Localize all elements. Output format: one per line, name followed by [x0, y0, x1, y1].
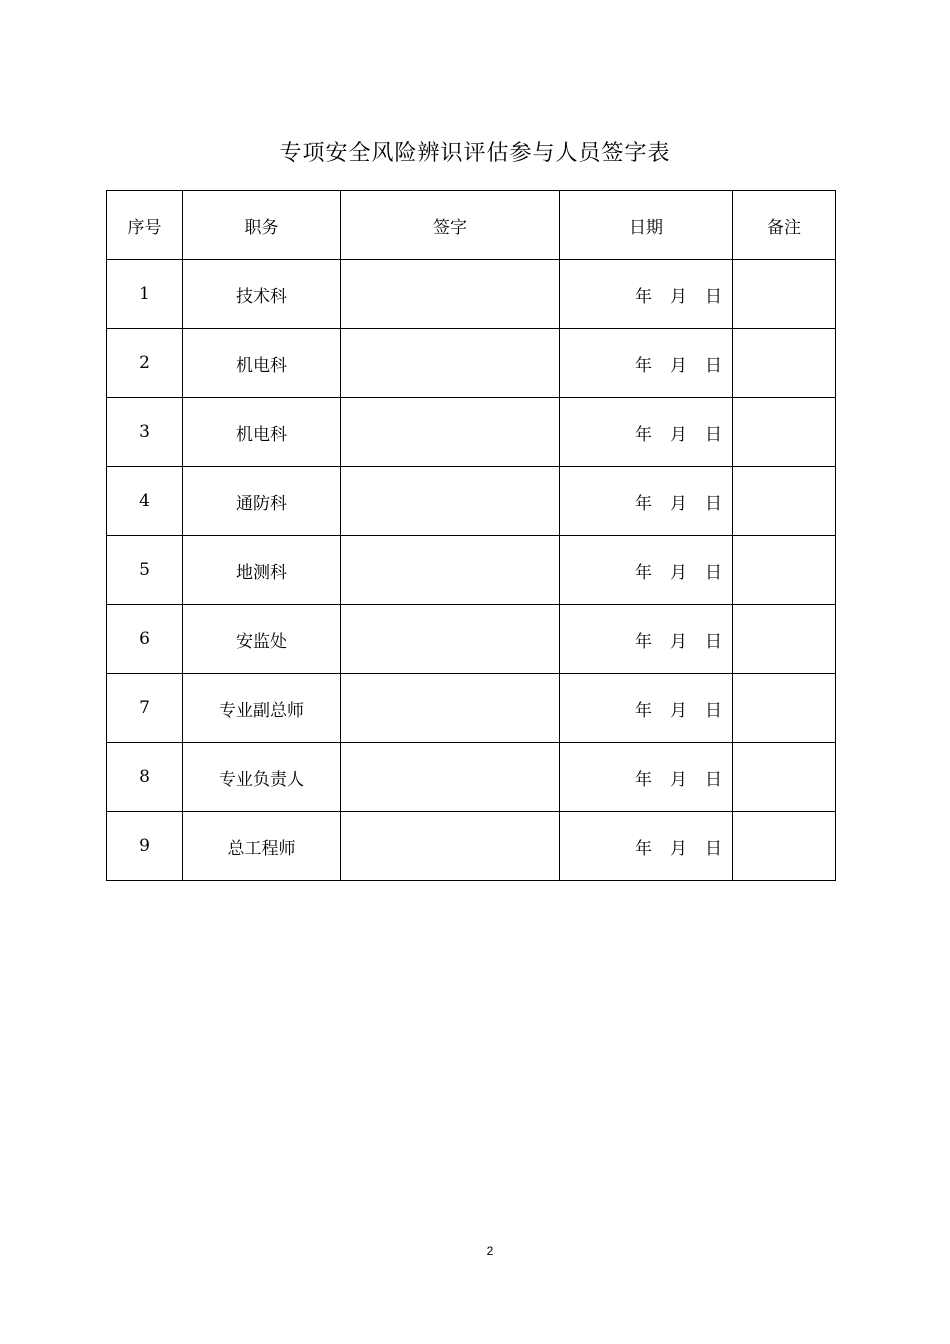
date-month: 月: [670, 769, 687, 790]
table-row: [107, 467, 836, 536]
table-row: [107, 536, 836, 605]
table-row: [107, 812, 836, 881]
row-index: 4: [107, 467, 183, 536]
date-day: 日: [705, 424, 722, 445]
date-day: 日: [705, 631, 722, 652]
row-role: 地测科: [183, 536, 341, 605]
table-row: [107, 329, 836, 398]
table-row: [107, 398, 836, 467]
date-day: 日: [705, 286, 722, 307]
date-year: 年: [635, 355, 652, 376]
table-row: [107, 605, 836, 674]
row-role: 总工程师: [183, 812, 341, 881]
date-month: 月: [670, 493, 687, 514]
header-date: 日期: [560, 191, 733, 260]
header-role: 职务: [183, 191, 341, 260]
date-month: 月: [670, 286, 687, 307]
date-cell[interactable]: [560, 605, 733, 674]
header-signature: 签字: [341, 191, 560, 260]
date-day: 日: [705, 493, 722, 514]
signature-cell[interactable]: [341, 674, 560, 743]
signature-cell[interactable]: [341, 536, 560, 605]
date-month: 月: [670, 355, 687, 376]
remark-cell[interactable]: [733, 605, 836, 674]
row-role: 安监处: [183, 605, 341, 674]
remark-cell[interactable]: [733, 743, 836, 812]
table-row: [107, 674, 836, 743]
date-cell[interactable]: [560, 743, 733, 812]
row-index: 8: [107, 743, 183, 812]
row-index: 6: [107, 605, 183, 674]
row-role: 专业副总师: [183, 674, 341, 743]
date-day: 日: [705, 838, 722, 859]
header-remark: 备注: [733, 191, 836, 260]
date-month: 月: [670, 838, 687, 859]
row-index: 5: [107, 536, 183, 605]
row-role: 专业负责人: [183, 743, 341, 812]
date-year: 年: [635, 838, 652, 859]
document-title: 专项安全风险辨识评估参与人员签字表: [279, 141, 671, 166]
table-header-row: [107, 191, 836, 260]
date-day: 日: [705, 769, 722, 790]
remark-cell[interactable]: [733, 260, 836, 329]
remark-cell[interactable]: [733, 812, 836, 881]
signature-cell[interactable]: [341, 398, 560, 467]
signature-cell[interactable]: [341, 329, 560, 398]
row-role: 机电科: [183, 329, 341, 398]
signature-table: [106, 190, 836, 881]
row-index: 1: [107, 260, 183, 329]
row-index: 9: [107, 812, 183, 881]
row-index: 7: [107, 674, 183, 743]
date-day: 日: [705, 562, 722, 583]
date-cell[interactable]: [560, 467, 733, 536]
date-year: 年: [635, 631, 652, 652]
row-index: 3: [107, 398, 183, 467]
date-month: 月: [670, 700, 687, 721]
table-row: [107, 260, 836, 329]
date-month: 月: [670, 424, 687, 445]
signature-cell[interactable]: [341, 743, 560, 812]
date-cell[interactable]: [560, 536, 733, 605]
remark-cell[interactable]: [733, 536, 836, 605]
remark-cell[interactable]: [733, 398, 836, 467]
table-row: [107, 743, 836, 812]
date-cell[interactable]: [560, 398, 733, 467]
signature-cell[interactable]: [341, 260, 560, 329]
date-day: 日: [705, 700, 722, 721]
date-cell[interactable]: [560, 260, 733, 329]
remark-cell[interactable]: [733, 467, 836, 536]
row-role: 通防科: [183, 467, 341, 536]
row-role: 技术科: [183, 260, 341, 329]
remark-cell[interactable]: [733, 329, 836, 398]
date-year: 年: [635, 493, 652, 514]
remark-cell[interactable]: [733, 674, 836, 743]
page-number: 2: [486, 1244, 494, 1258]
row-index: 2: [107, 329, 183, 398]
date-month: 月: [670, 631, 687, 652]
date-cell[interactable]: [560, 812, 733, 881]
signature-cell[interactable]: [341, 467, 560, 536]
date-cell[interactable]: [560, 674, 733, 743]
date-year: 年: [635, 769, 652, 790]
date-year: 年: [635, 286, 652, 307]
signature-cell[interactable]: [341, 812, 560, 881]
date-month: 月: [670, 562, 687, 583]
date-year: 年: [635, 562, 652, 583]
date-cell[interactable]: [560, 329, 733, 398]
date-year: 年: [635, 424, 652, 445]
date-year: 年: [635, 700, 652, 721]
row-role: 机电科: [183, 398, 341, 467]
signature-cell[interactable]: [341, 605, 560, 674]
header-index: 序号: [107, 191, 183, 260]
date-day: 日: [705, 355, 722, 376]
